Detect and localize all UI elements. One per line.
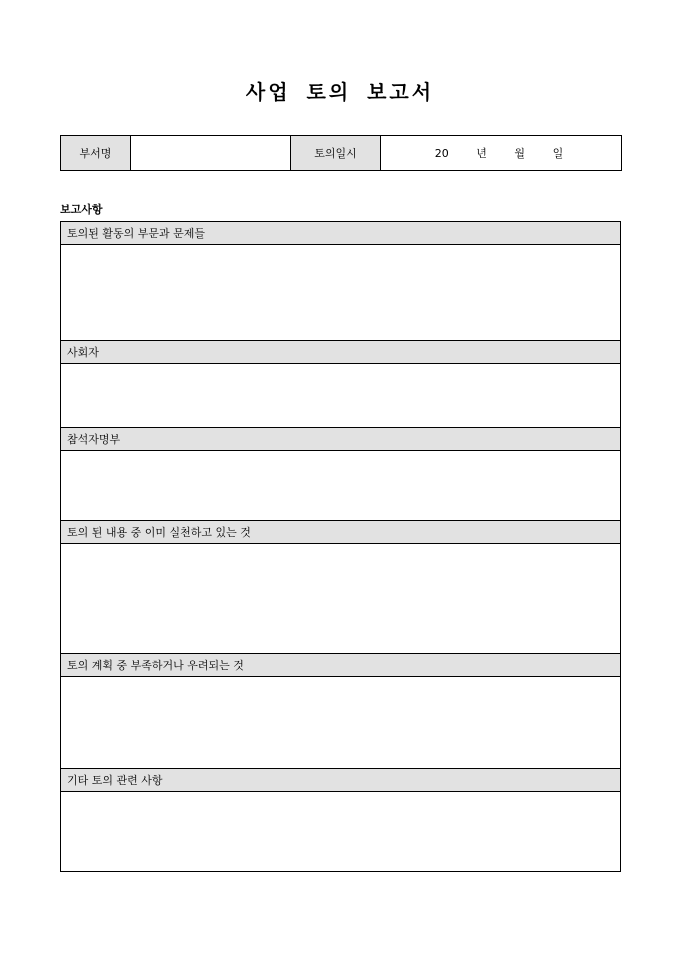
report-box — [60, 221, 621, 872]
date-value-field[interactable] — [381, 136, 622, 171]
document-title: 사업 토의 보고서 — [245, 80, 435, 104]
section-body-other[interactable] — [61, 792, 620, 871]
date-year-unit: 년 — [476, 147, 487, 160]
section-label-activities: 토의된 활동의 부문과 문제들 — [61, 222, 620, 245]
date-year-prefix: 20 — [434, 147, 449, 160]
section-label-in-practice: 토의 된 내용 중 이미 실천하고 있는 것 — [61, 521, 620, 544]
date-day-unit: 일 — [552, 147, 564, 160]
date-month-unit: 월 — [514, 147, 526, 160]
report-heading: 보고사항 — [60, 203, 103, 216]
section-label-other: 기타 토의 관련 사항 — [61, 769, 620, 792]
dept-value-field[interactable] — [131, 136, 291, 171]
info-table — [60, 135, 622, 171]
dept-label: 부서명 — [61, 136, 131, 171]
section-label-attendees: 참석자명부 — [61, 428, 620, 451]
date-label: 토의일시 — [291, 136, 381, 171]
section-body-moderator[interactable] — [61, 364, 620, 428]
section-label-moderator: 사회자 — [61, 341, 620, 364]
section-label-concerns: 토의 계획 중 부족하거나 우려되는 것 — [61, 654, 620, 677]
section-body-in-practice[interactable] — [61, 544, 620, 654]
section-body-attendees[interactable] — [61, 451, 620, 521]
section-body-concerns[interactable] — [61, 677, 620, 769]
section-body-activities[interactable] — [61, 245, 620, 341]
